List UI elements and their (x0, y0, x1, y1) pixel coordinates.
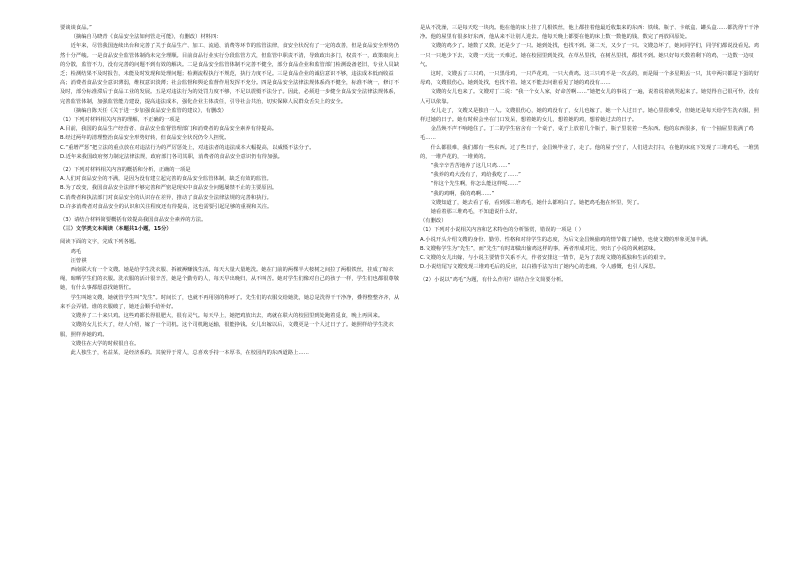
q2-option-d: D.许多消费者对食品安全的认识和关注程度还有待提高，这也需要引起足够的重视和关注。 (60, 203, 273, 210)
left-column (60, 24, 402, 544)
story-source-note: （有删改） (420, 218, 447, 225)
q2-option-c: C.消费者和执法部门对食品安全的认识存在差异，推动了食品安全法律法规的完善和执行。 (60, 194, 272, 201)
story-paragraph: 文嫂的鸡少了。她数了又数，还是少了一只。她到处找，也找不到。第二天，又少了一只。文嫂急坏了，她问同学们，同学们都说没看见。鸡一只一只地少下去，文嫂一天比一天难过。她在校园里到处找，在草丛里找，在树丛里找，都找不到。她只好每天数着剩下的鸡，一边数一边叹气。 (420, 43, 760, 68)
story-q1-option-c: C.文嫂的女儿出嫁，与小说主要情节关系不大，作者安排这一情节，是为了表现文嫂的孤独和生活的艰辛。 (420, 255, 670, 262)
story-q1-option-d: D.小说结尾写文嫂发现三堆鸡毛后的反应，以白描手法写出了她内心的悲痛，令人感慨，也引人深思。 (420, 264, 659, 271)
story-paragraph: 女儿走了，文嫂又是独自一人。文嫂很伤心，她的鸡没有了，女儿也嫁了，她一个人过日子。她心里很难受，但她还是每天给学生洗衣服，照样过她的日子。她有时候会坐在门口发呆，想着她的女儿，想着她的鸡，想着她过去的日子。 (420, 107, 760, 124)
story-q1-option-b: B.文嫂称学生为“先生”，而“先生”有时却做出偷鸡这样的事，两者形成对比，突出了小说的讽刺意味。 (420, 245, 659, 252)
story-paragraph: 文嫂知道了，她去看了看，看到那三堆鸡毛，她什么都明白了。她把鸡毛抱在怀里，哭了。 (430, 199, 643, 206)
dialogue-line: “我的鸡啊，我的鸡啊……” (430, 190, 495, 197)
story-author: 汪曾祺 (70, 257, 87, 264)
question-1: （1）下列对材料相关内容的理解，不正确的一项是 (60, 117, 180, 124)
story-paragraph: 此人独生子，名益某，是经济系的。其貌异于常人，总喜欢手持一本厚书，在校园内的东西道路上…… (70, 349, 309, 356)
story-paragraph: 这时，文嫂丢了三只鸡，一只黑母鸡，一只芦花鸡，一只大黄鸡。这三只鸡不是一次丢的，而是隔一个多星期丢一只，其中两只都是下蛋的好母鸡，文嫂很伤心。她到处找，也找不着。她又不能去问谁看见了她的鸡没有…… (420, 71, 760, 87)
story-paragraph: 什么都很难，我们都有一些东西。过了些日子，金昌焕毕业了，走了。他的屋子空了，人们进去打扫，在他的床底下发现了三堆鸡毛，一堆黑的，一堆芦花的，一堆黄的。 (420, 144, 760, 160)
material-four-source: （摘编自陈天任《关于进一步加强食品安全监管的建议》，有删改） (70, 107, 227, 114)
story-paragraph: 金昌焕不声不响地住了。丁二的学生宿舍有一个桌子，桌子上放着几个瓶子，瓶子里装着一些东西。他的东西很多，有一个抽屉里装满了鸡毛…… (420, 126, 754, 142)
material-three-source: （摘编自马晓青《食品安全法如何管走可能》，有删改）材料四： (70, 34, 222, 41)
question-2: （2）下列对材料相关内容的概括和分析，正确的一项是 (60, 167, 191, 174)
question-3: （3）请结合材料简要概括有效提高我国食品安全素养的方法。 (60, 217, 207, 224)
dialogue-line: “我养的鸡大没有了，鸡给我吃了……” (430, 172, 521, 179)
q2-option-b: B.为了改变，我国食品安全法律不够完善和严密是现实中食品安全问题屡禁不止的主要原因。 (60, 185, 278, 192)
intro-line: 要谈谈食品。” (60, 25, 92, 31)
story-question-1: （1）下列对小说相关内容和艺术特色的分析鉴赏，错误的一项是（ ） (420, 227, 584, 234)
material-four-body: 近年来，尽管我国连续出台和完善了关于食品生产、加工、流通、消费等环节的监管法律，食安全状况有了一定的改善，但是食品安全形势仍然十分严峻。一是食品安全监管体制尚未完全理顺。目前食品行业实行分段监管方式，但监管中职责不清，导致政出多门，权责不一，政策取向上的分散，监管不力，没有完善的问题不到有效的解决。二是食品安全监管体制不完善不健全，部分食品企业和监管部门检测设备老旧，专业人员缺乏；检测结果不及时报告，未能及时发现和处理问题；检测流程执行不规范，执行力度不足。三是食品企业的诚信意识不够，违法成本低而收益高；消费者食品安全意识薄弱，维权意识淡薄；社会监督和舆论监督作用发挥不充分。四是食品安全法律法规体系尚不健全，标准不统一，修订不及时，部分标准滞后于食品工业的发展。五是对违法行为的处罚力度不够，不足以震慑不法分子。因此，必须进一步健全食品安全法律法规体系，完善监管体制，加强监管能力建设，提高违法成本，强化企业主体责任，引导社会共治，切实保障人民群众舌尖上的安全。 (60, 43, 400, 105)
story-paragraph: 文嫂住在大学的时候很自在。 (70, 340, 140, 347)
q1-option-c: C.“重增严惩”把立法的重点放在对违法行为的严厉惩处上，对违法者的违法成本大幅提高，以威慑不法分子。 (60, 144, 315, 151)
story-paragraph: 是从不洗澡，三是每天吃一块肉。他在他的床上挂了几根铁丝，他上都挂着他最近收集来的东西：铁线、瓶子、卡纸盒、罐头盒……都洗得干干净净。他的屋里有很多好东西，他从来不让别人进去。他每天晚上都要在他的床上数一数他的钱，数完了再放回原处。 (420, 25, 760, 41)
dialogue-line: “我辛辛苦苦地养了这几只鸡……” (430, 163, 511, 170)
story-paragraph: 学生叫她文嫂，她就管学生叫“先生”。时间长了，也就不再用别的称呼了。先生们的衣服交给她洗，她总是洗得干干净净，叠得整整齐齐，从来不会弄错。谁的衣服破了，她还会顺手给补好。 (60, 294, 400, 310)
q1-option-b: B.经过两年的清理整治食品安全形势好转，但食品安全状况仍令人担忧。 (60, 135, 230, 142)
story-q1-option-a: A.小说开头介绍文嫂的身份、勤劳、性格和对待学生的态度，为后文金昌焕偷鸡的情节做了铺垫，也使文嫂的形象更加丰满。 (420, 236, 712, 243)
story-question-2: （2）小说以“鸡毛”为题，有什么作用？请结合全文简要分析。 (420, 277, 567, 284)
q2-option-a: A.人们对食品安全的不满，是因为没有建立起完善的食品安全监管体制，缺乏有效的监管。 (60, 176, 272, 183)
story-paragraph: 文嫂的女儿长大了，经人介绍，嫁了一个司机。这个司机跑运输，很能挣钱。女儿出嫁以后，文嫂更是一个人过日子了。她照样给学生洗衣服，照样养她的鸡。 (60, 322, 394, 338)
right-column (420, 24, 762, 544)
story-title: 鸡毛 (70, 248, 82, 255)
q1-option-d: D.近年来我国政府努力制定法律法规，政府部门各司其职，消费者的食品安全意识仍有待加强。 (60, 153, 283, 160)
section-three-heading: （三）文学类文本阅读（本题共1小题，15分） (60, 226, 172, 233)
reading-instruction: 阅读下面的文字，完成下列各题。 (60, 239, 140, 246)
dialogue-line: “你这个先生啊，你怎么能这样呢……” (430, 181, 521, 188)
story-ending: 她看着那三堆鸡毛，不知道说什么好。 (430, 209, 521, 216)
story-paragraph: 西南联大有一个文嫂。她是给学生洗衣服、拆被褥赚钱生活。每天大量大量地洗。她在门前的两棵半大桉树之间拉了两根铁丝，挂成了晾衣绳，晾晒学生们的衣服。洗衣服的活计很辛苦，她是个勤劳的人，每天早出晚归，从不叫苦。她对学生们像对自己的孩子一样，学生们也都很尊敬她，有什么事都愿意找她帮忙。 (60, 267, 400, 292)
story-paragraph: 文嫂养了二十来只鸡。这些鸡都长得很肥大，很有灵气。每天早上，她把鸡放出去，鸡就在联大的校园里到处跑着觅食，晚上再回来。 (70, 313, 384, 320)
story-paragraph: 文嫂的女儿也来了。文嫂对丁二说：“我一个女人家，好命苦啊……”她把女儿的事说了一遍，说着说着就哭起来了。她觉得自己很可怜，没有人可以依靠。 (420, 89, 760, 105)
q1-option-a: A.目前，我国的食品生产经营者、食品安全监督管理部门和消费者的食品安全素养有待提高。 (60, 126, 278, 133)
